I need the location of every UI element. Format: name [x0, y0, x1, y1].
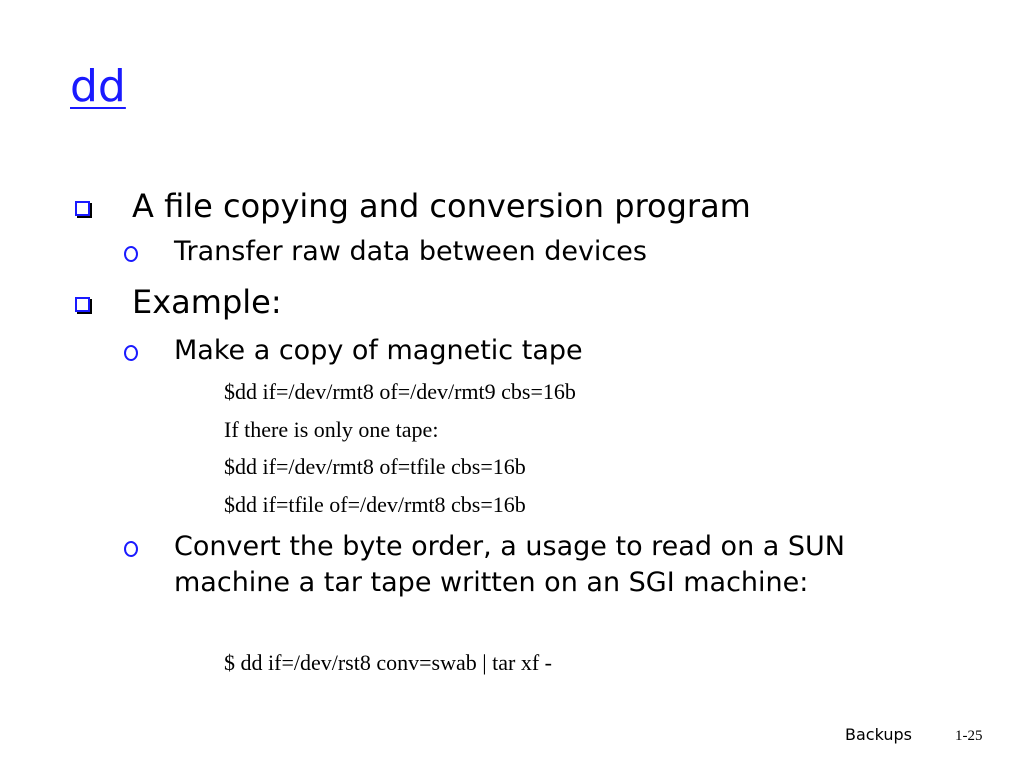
bullet-convert-byte-order: Convert the byte order, a usage to read on a SUN machine a tar tape written on an SGI machine: [174, 531, 845, 598]
slide-title: dd [70, 61, 126, 112]
bullet-transfer-raw-data: Transfer raw data between devices [174, 236, 647, 267]
circle-bullet-icon [124, 345, 138, 361]
circle-bullet-icon [124, 541, 138, 557]
bullet-example: Example: [132, 283, 282, 321]
page-number: 1-25 [955, 728, 983, 744]
square-bullet-icon [75, 297, 90, 312]
bullet-file-copying: A file copying and conversion program [132, 187, 751, 225]
bullet-copy-magnetic-tape: Make a copy of magnetic tape [174, 335, 583, 366]
code-line-swab: $ dd if=/dev/rst8 conv=swab | tar xf - [224, 650, 552, 675]
note-one-tape: If there is only one tape: [224, 417, 439, 442]
code-line-from-tfile: $dd if=tfile of=/dev/rmt8 cbs=16b [224, 492, 526, 517]
code-line-to-tfile: $dd if=/dev/rmt8 of=tfile cbs=16b [224, 454, 526, 479]
circle-bullet-icon [124, 246, 138, 262]
code-line-copy-tape: $dd if=/dev/rmt8 of=/dev/rmt9 cbs=16b [224, 379, 576, 404]
square-bullet-icon [75, 201, 90, 216]
footer-label: Backups [845, 725, 912, 744]
